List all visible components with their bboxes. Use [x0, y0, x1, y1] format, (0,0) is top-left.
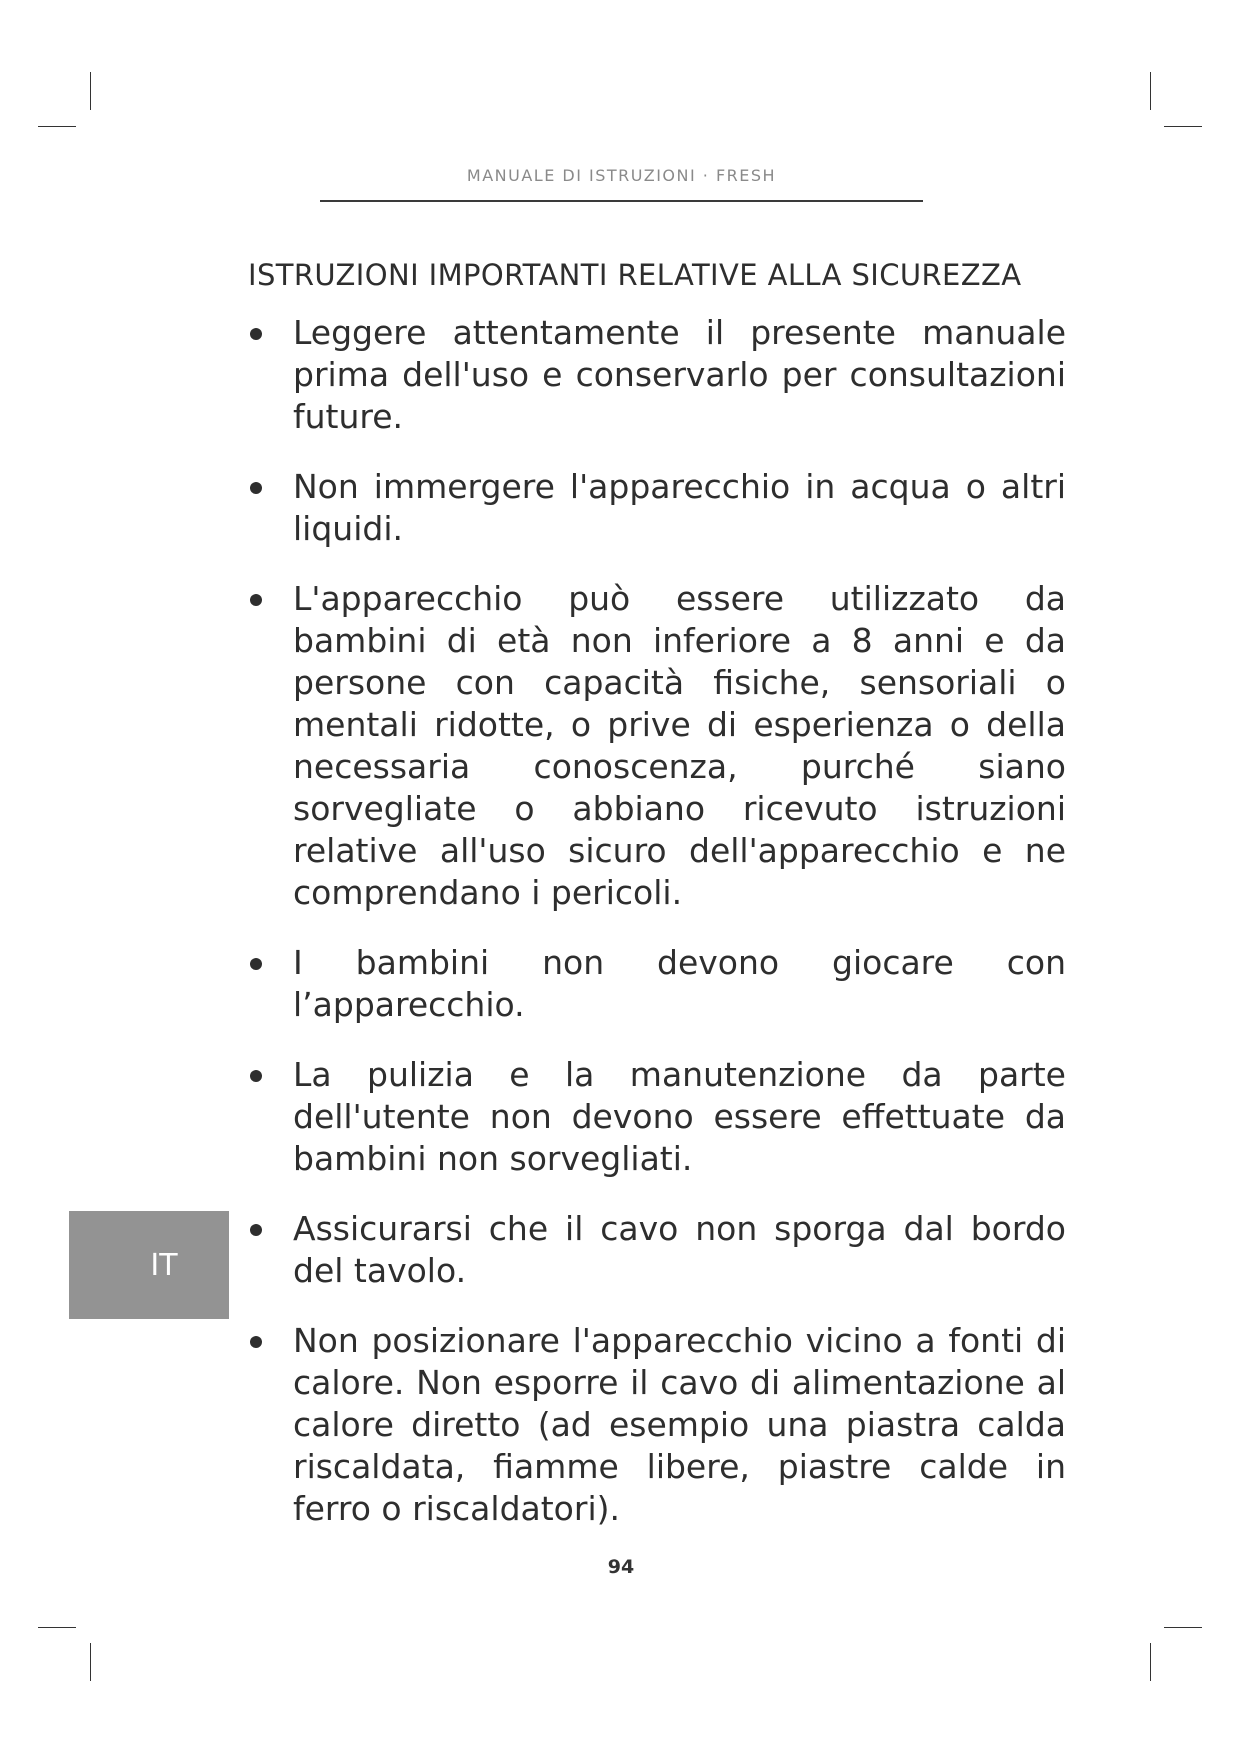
safety-instructions-list — [248, 312, 1066, 1558]
crop-mark-top-right-horizontal — [1164, 126, 1202, 127]
crop-mark-bottom-left-horizontal — [38, 1627, 76, 1628]
list-item-text: Leggere attentamente il presente manuale prima dell'uso e conservarlo per consultazioni future. — [293, 313, 1066, 436]
crop-mark-bottom-right-horizontal — [1164, 1627, 1202, 1628]
bullet-dot-icon — [250, 1336, 262, 1348]
language-tab: IT — [69, 1211, 229, 1319]
running-header: MANUALE DI ISTRUZIONI · FRESH — [466, 166, 777, 185]
list-item-text: Non immergere l'apparecchio in acqua o altri liquidi. — [293, 467, 1066, 548]
list-item-text: I bambini non devono giocare con l’apparecchio. — [293, 943, 1066, 1024]
crop-mark-top-left-horizontal — [38, 126, 76, 127]
crop-mark-bottom-left-vertical — [90, 1643, 91, 1681]
list-item — [248, 312, 1066, 438]
list-item — [248, 578, 1066, 914]
bullet-dot-icon — [250, 1070, 262, 1082]
crop-mark-top-right-vertical — [1150, 72, 1151, 110]
header-rule — [320, 200, 923, 202]
list-item — [248, 1054, 1066, 1180]
list-item-text: Non posizionare l'apparecchio vicino a fonti di calore. Non esporre il cavo di alimentazione al calore diretto (ad esempio una piastra calda riscaldata, fiamme libere, piastre calde in ferro o riscaldatori). — [293, 1321, 1066, 1528]
list-item-text: L'apparecchio può essere utilizzato da bambini di età non inferiore a 8 anni e da persone con capacità fisiche, sensoriali o mentali ridotte, o prive di esperienza o della necessaria conoscenza, purché siano sorvegliate o abbiano ricevuto istruzioni relative all'uso sicuro dell'apparecchio e ne comprendano i pericoli. — [293, 579, 1066, 912]
list-item — [248, 466, 1066, 550]
list-item — [248, 1208, 1066, 1292]
bullet-dot-icon — [250, 594, 262, 606]
section-title: ISTRUZIONI IMPORTANTI RELATIVE ALLA SICUREZZA — [248, 258, 1022, 292]
list-item — [248, 942, 1066, 1026]
page-number: 94 — [607, 1556, 635, 1578]
bullet-dot-icon — [250, 958, 262, 970]
list-item-text: Assicurarsi che il cavo non sporga dal bordo del tavolo. — [293, 1209, 1066, 1290]
crop-mark-top-left-vertical — [90, 72, 91, 110]
list-item — [248, 1320, 1066, 1530]
bullet-dot-icon — [250, 1224, 262, 1236]
bullet-dot-icon — [250, 328, 262, 340]
list-item-text: La pulizia e la manutenzione da parte dell'utente non devono essere effettuate da bambini non sorvegliati. — [293, 1055, 1066, 1178]
crop-mark-bottom-right-vertical — [1150, 1643, 1151, 1681]
bullet-dot-icon — [250, 482, 262, 494]
